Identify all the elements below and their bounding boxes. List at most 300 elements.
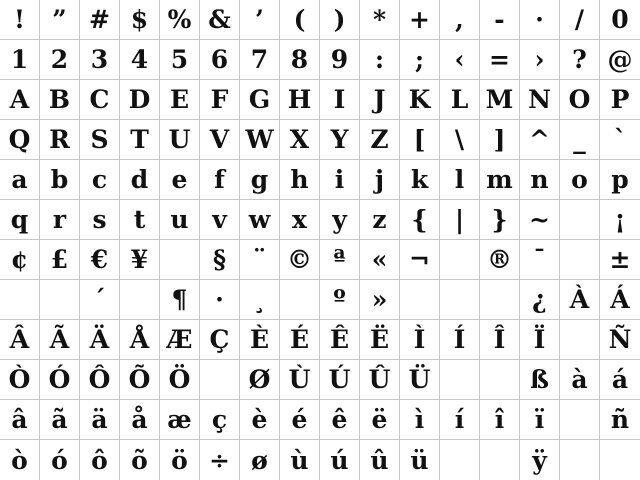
glyph-cell[interactable] — [40, 40, 80, 80]
glyph-cell[interactable] — [160, 0, 200, 40]
glyph-cell[interactable] — [560, 0, 600, 40]
glyph-character: ; — [414, 45, 425, 74]
glyph-character: ” — [52, 5, 67, 34]
glyph-character: â — [11, 405, 28, 434]
glyph-character: Æ — [166, 325, 193, 354]
glyph-character: § — [212, 245, 227, 274]
glyph-cell[interactable] — [520, 400, 560, 440]
glyph-cell[interactable] — [280, 40, 320, 80]
glyph-cell[interactable] — [520, 40, 560, 80]
glyph-character: ¢ — [10, 245, 29, 274]
glyph-character: Ñ — [608, 325, 632, 354]
glyph-character: è — [251, 405, 268, 434]
glyph-cell[interactable] — [160, 400, 200, 440]
glyph-cell[interactable] — [160, 160, 200, 200]
glyph-character: Í — [453, 325, 466, 354]
glyph-character: É — [289, 325, 310, 354]
glyph-cell[interactable] — [160, 120, 200, 160]
glyph-character: U — [168, 125, 191, 154]
glyph-character: £ — [50, 245, 69, 274]
glyph-character: 3 — [90, 45, 109, 74]
glyph-cell[interactable] — [320, 280, 360, 320]
glyph-cell[interactable] — [600, 400, 640, 440]
glyph-character: e — [171, 165, 188, 194]
glyph-cell[interactable] — [0, 160, 40, 200]
glyph-cell[interactable] — [560, 280, 600, 320]
glyph-cell[interactable] — [400, 320, 440, 360]
glyph-cell[interactable] — [80, 280, 120, 320]
glyph-cell[interactable] — [40, 360, 80, 400]
glyph-cell[interactable] — [360, 0, 400, 40]
glyph-character: ¸ — [253, 285, 266, 314]
glyph-cell[interactable] — [40, 160, 80, 200]
glyph-character: ã — [51, 405, 68, 434]
glyph-cell[interactable] — [240, 120, 280, 160]
glyph-cell[interactable] — [400, 360, 440, 400]
glyph-cell[interactable] — [160, 40, 200, 80]
glyph-cell[interactable] — [600, 440, 640, 480]
glyph-cell[interactable] — [80, 320, 120, 360]
glyph-cell[interactable] — [400, 280, 440, 320]
glyph-cell[interactable] — [280, 440, 320, 480]
glyph-cell[interactable] — [520, 240, 560, 280]
glyph-cell[interactable] — [360, 240, 400, 280]
glyph-character: ä — [91, 405, 108, 434]
glyph-character: ó — [51, 445, 68, 475]
glyph-cell[interactable] — [400, 240, 440, 280]
glyph-character: ¨ — [253, 245, 266, 274]
glyph-character: # — [89, 5, 110, 34]
glyph-character: 5 — [170, 45, 189, 74]
glyph-cell[interactable] — [160, 200, 200, 240]
glyph-character: w — [248, 205, 271, 234]
glyph-cell[interactable] — [360, 120, 400, 160]
glyph-cell[interactable] — [240, 280, 280, 320]
glyph-cell[interactable] — [440, 0, 480, 40]
glyph-cell[interactable] — [480, 240, 520, 280]
glyph-character: * — [372, 5, 387, 34]
glyph-character: à — [571, 365, 588, 394]
glyph-cell[interactable] — [40, 280, 80, 320]
glyph-cell[interactable] — [320, 120, 360, 160]
glyph-cell[interactable] — [320, 40, 360, 80]
glyph-character: d — [130, 165, 149, 194]
glyph-character: F — [210, 85, 229, 114]
glyph-character: N — [528, 85, 551, 114]
glyph-cell[interactable] — [240, 320, 280, 360]
glyph-character: { — [411, 205, 428, 234]
glyph-cell[interactable] — [240, 0, 280, 40]
glyph-cell[interactable] — [40, 80, 80, 120]
glyph-cell[interactable] — [320, 160, 360, 200]
glyph-character: Î — [493, 325, 506, 354]
glyph-cell[interactable] — [480, 200, 520, 240]
glyph-cell[interactable] — [600, 40, 640, 80]
glyph-cell[interactable] — [80, 40, 120, 80]
glyph-cell[interactable] — [120, 440, 160, 480]
glyph-cell[interactable] — [440, 80, 480, 120]
glyph-cell[interactable] — [560, 160, 600, 200]
glyph-cell[interactable] — [520, 120, 560, 160]
glyph-cell[interactable] — [120, 160, 160, 200]
glyph-cell[interactable] — [40, 120, 80, 160]
glyph-cell[interactable] — [440, 440, 480, 480]
glyph-cell[interactable] — [120, 40, 160, 80]
glyph-cell[interactable] — [600, 280, 640, 320]
glyph-character: @ — [607, 45, 633, 74]
glyph-character: æ — [167, 405, 192, 434]
glyph-cell[interactable] — [240, 40, 280, 80]
glyph-character: ô — [91, 445, 108, 475]
glyph-cell[interactable] — [360, 40, 400, 80]
glyph-cell[interactable] — [240, 240, 280, 280]
glyph-character: Õ — [128, 365, 151, 394]
glyph-cell[interactable] — [440, 360, 480, 400]
glyph-cell[interactable] — [0, 280, 40, 320]
glyph-cell[interactable] — [480, 280, 520, 320]
glyph-character: ö — [171, 445, 188, 475]
glyph-character: ç — [211, 405, 228, 434]
glyph-cell[interactable] — [200, 200, 240, 240]
glyph-cell[interactable] — [560, 120, 600, 160]
glyph-character: · — [215, 285, 224, 314]
glyph-cell[interactable] — [360, 400, 400, 440]
glyph-cell[interactable] — [240, 360, 280, 400]
glyph-character: ? — [572, 45, 587, 74]
glyph-cell[interactable] — [40, 320, 80, 360]
glyph-cell[interactable] — [200, 120, 240, 160]
glyph-character: & — [208, 5, 231, 34]
glyph-cell[interactable] — [520, 80, 560, 120]
glyph-cell[interactable] — [80, 0, 120, 40]
glyph-character: © — [287, 245, 312, 274]
glyph-cell[interactable] — [280, 200, 320, 240]
glyph-cell[interactable] — [120, 360, 160, 400]
glyph-cell[interactable] — [480, 40, 520, 80]
glyph-character: % — [167, 5, 192, 34]
glyph-cell[interactable] — [120, 240, 160, 280]
glyph-cell[interactable] — [120, 320, 160, 360]
glyph-cell[interactable] — [520, 160, 560, 200]
glyph-cell[interactable] — [440, 240, 480, 280]
glyph-character: T — [130, 125, 149, 154]
glyph-cell[interactable] — [440, 320, 480, 360]
glyph-character: E — [169, 85, 190, 114]
glyph-character: Ó — [48, 365, 71, 394]
glyph-character: ¯ — [533, 245, 546, 274]
glyph-character: û — [370, 445, 389, 475]
glyph-character: ª — [333, 245, 346, 274]
glyph-cell[interactable] — [0, 360, 40, 400]
glyph-cell[interactable] — [160, 360, 200, 400]
glyph-cell[interactable] — [0, 0, 40, 40]
glyph-cell[interactable] — [80, 160, 120, 200]
glyph-cell[interactable] — [600, 80, 640, 120]
glyph-cell[interactable] — [560, 80, 600, 120]
glyph-character: z — [372, 205, 387, 234]
glyph-character: l — [454, 165, 465, 194]
glyph-cell[interactable] — [120, 200, 160, 240]
glyph-cell[interactable] — [520, 200, 560, 240]
glyph-character: ÷ — [209, 445, 230, 475]
glyph-cell[interactable] — [600, 360, 640, 400]
glyph-character: Â — [9, 325, 30, 354]
glyph-cell[interactable] — [240, 200, 280, 240]
glyph-cell[interactable] — [200, 360, 240, 400]
glyph-cell[interactable] — [600, 240, 640, 280]
glyph-cell[interactable] — [320, 320, 360, 360]
glyph-cell[interactable] — [360, 160, 400, 200]
glyph-cell[interactable] — [200, 160, 240, 200]
glyph-cell[interactable] — [80, 440, 120, 480]
glyph-character: n — [530, 165, 549, 194]
glyph-cell[interactable] — [600, 0, 640, 40]
glyph-character: Ü — [408, 365, 431, 394]
glyph-character: | — [454, 205, 465, 234]
glyph-character: q — [10, 205, 29, 234]
glyph-character: ! — [14, 5, 25, 34]
glyph-cell[interactable] — [320, 80, 360, 120]
glyph-character: ^ — [529, 125, 550, 154]
glyph-cell[interactable] — [360, 320, 400, 360]
glyph-cell[interactable] — [480, 160, 520, 200]
glyph-character: 2 — [50, 45, 69, 74]
glyph-character: + — [409, 5, 430, 34]
glyph-character: ’ — [255, 5, 264, 34]
glyph-cell[interactable] — [200, 400, 240, 440]
glyph-character: é — [291, 405, 308, 434]
glyph-cell[interactable] — [320, 440, 360, 480]
glyph-cell[interactable] — [360, 280, 400, 320]
glyph-character: g — [250, 165, 269, 194]
glyph-character: Ã — [49, 325, 70, 354]
glyph-cell[interactable] — [160, 80, 200, 120]
glyph-cell[interactable] — [0, 240, 40, 280]
glyph-character: Ù — [288, 365, 311, 394]
glyph-cell[interactable] — [0, 40, 40, 80]
glyph-character: v — [212, 205, 227, 234]
glyph-cell[interactable] — [280, 80, 320, 120]
glyph-character: Y — [330, 125, 349, 154]
glyph-character: ¡ — [614, 205, 626, 234]
glyph-cell[interactable] — [560, 40, 600, 80]
glyph-cell[interactable] — [0, 120, 40, 160]
glyph-character: I — [333, 85, 346, 114]
glyph-cell[interactable] — [0, 400, 40, 440]
glyph-cell[interactable] — [120, 280, 160, 320]
glyph-cell[interactable] — [480, 400, 520, 440]
glyph-cell[interactable] — [400, 40, 440, 80]
glyph-cell[interactable] — [560, 240, 600, 280]
glyph-character: ù — [290, 445, 309, 475]
glyph-cell[interactable] — [80, 240, 120, 280]
glyph-character: ú — [330, 445, 349, 475]
glyph-cell[interactable] — [120, 0, 160, 40]
glyph-cell[interactable] — [480, 0, 520, 40]
glyph-cell[interactable] — [360, 80, 400, 120]
glyph-character: ø — [251, 445, 268, 475]
glyph-character: Ä — [89, 325, 110, 354]
glyph-cell[interactable] — [520, 320, 560, 360]
glyph-cell[interactable] — [280, 320, 320, 360]
glyph-cell[interactable] — [280, 240, 320, 280]
glyph-cell[interactable] — [320, 0, 360, 40]
glyph-character: Ö — [168, 365, 191, 394]
glyph-cell[interactable] — [200, 280, 240, 320]
glyph-cell[interactable] — [240, 400, 280, 440]
glyph-cell[interactable] — [480, 120, 520, 160]
glyph-cell[interactable] — [600, 200, 640, 240]
glyph-cell[interactable] — [80, 400, 120, 440]
glyph-cell[interactable] — [400, 120, 440, 160]
glyph-cell[interactable] — [80, 360, 120, 400]
glyph-cell[interactable] — [480, 320, 520, 360]
glyph-cell[interactable] — [200, 40, 240, 80]
glyph-cell[interactable] — [200, 240, 240, 280]
glyph-character: ü — [410, 445, 429, 475]
glyph-character: ` — [613, 125, 627, 154]
glyph-cell[interactable] — [200, 440, 240, 480]
glyph-character: f — [214, 165, 225, 194]
glyph-character: í — [454, 405, 465, 434]
glyph-cell[interactable] — [120, 80, 160, 120]
glyph-cell[interactable] — [80, 120, 120, 160]
glyph-character: s — [92, 205, 107, 234]
glyph-character: r — [52, 205, 67, 234]
glyph-cell[interactable] — [560, 360, 600, 400]
glyph-cell[interactable] — [440, 400, 480, 440]
glyph-cell[interactable] — [560, 200, 600, 240]
glyph-character: S — [90, 125, 109, 154]
glyph-character: Z — [370, 125, 389, 154]
glyph-cell[interactable] — [240, 80, 280, 120]
glyph-character: b — [50, 165, 69, 194]
glyph-character: i — [334, 165, 345, 194]
glyph-character: K — [408, 85, 431, 114]
glyph-cell[interactable] — [520, 0, 560, 40]
glyph-cell[interactable] — [0, 200, 40, 240]
glyph-cell[interactable] — [480, 80, 520, 120]
glyph-character: u — [170, 205, 189, 234]
glyph-character: ñ — [610, 405, 630, 434]
glyph-cell[interactable] — [400, 440, 440, 480]
glyph-character: A — [9, 85, 30, 114]
glyph-cell[interactable] — [160, 240, 200, 280]
glyph-character: ¶ — [171, 285, 188, 314]
glyph-cell[interactable] — [200, 80, 240, 120]
glyph-cell[interactable] — [440, 120, 480, 160]
glyph-cell[interactable] — [600, 120, 640, 160]
glyph-cell[interactable] — [560, 440, 600, 480]
glyph-character: Ï — [533, 325, 546, 354]
glyph-character: ÿ — [532, 445, 547, 475]
glyph-cell[interactable] — [80, 80, 120, 120]
glyph-cell[interactable] — [280, 0, 320, 40]
glyph-cell[interactable] — [120, 400, 160, 440]
glyph-cell[interactable] — [280, 360, 320, 400]
glyph-cell[interactable] — [440, 200, 480, 240]
glyph-cell[interactable] — [400, 80, 440, 120]
glyph-cell[interactable] — [160, 280, 200, 320]
glyph-character: Û — [368, 365, 391, 394]
glyph-cell[interactable] — [40, 200, 80, 240]
glyph-cell[interactable] — [280, 280, 320, 320]
glyph-cell[interactable] — [560, 400, 600, 440]
glyph-cell[interactable] — [520, 440, 560, 480]
glyph-character: C — [89, 85, 110, 114]
glyph-character: \ — [454, 125, 465, 154]
glyph-cell[interactable] — [200, 0, 240, 40]
glyph-cell[interactable] — [600, 160, 640, 200]
glyph-cell[interactable] — [160, 320, 200, 360]
glyph-cell[interactable] — [400, 160, 440, 200]
glyph-cell[interactable] — [240, 160, 280, 200]
glyph-cell[interactable] — [440, 40, 480, 80]
glyph-character: $ — [130, 5, 149, 34]
glyph-character: ï — [534, 405, 545, 434]
glyph-cell[interactable] — [440, 160, 480, 200]
glyph-character: M — [485, 85, 514, 114]
glyph-character: G — [248, 85, 271, 114]
glyph-character: D — [128, 85, 151, 114]
glyph-cell[interactable] — [0, 80, 40, 120]
glyph-cell[interactable] — [520, 360, 560, 400]
glyph-cell[interactable] — [240, 440, 280, 480]
glyph-cell[interactable] — [480, 440, 520, 480]
glyph-character: ) — [333, 5, 346, 34]
glyph-cell[interactable] — [160, 440, 200, 480]
glyph-cell[interactable] — [320, 400, 360, 440]
glyph-character: _ — [573, 125, 586, 154]
glyph-cell[interactable] — [40, 240, 80, 280]
glyph-character: [ — [413, 125, 426, 154]
glyph-cell[interactable] — [40, 0, 80, 40]
glyph-cell[interactable] — [320, 240, 360, 280]
glyph-character: p — [611, 165, 629, 194]
glyph-cell[interactable] — [40, 440, 80, 480]
glyph-character: 1 — [10, 45, 29, 74]
glyph-cell[interactable] — [360, 200, 400, 240]
glyph-cell[interactable] — [200, 320, 240, 360]
glyph-character: Q — [8, 125, 31, 154]
glyph-cell[interactable] — [280, 120, 320, 160]
glyph-cell[interactable] — [600, 320, 640, 360]
glyph-cell[interactable] — [320, 200, 360, 240]
glyph-cell[interactable] — [40, 400, 80, 440]
glyph-cell[interactable] — [400, 0, 440, 40]
glyph-cell[interactable] — [560, 320, 600, 360]
glyph-cell[interactable] — [280, 160, 320, 200]
glyph-cell[interactable] — [480, 360, 520, 400]
glyph-cell[interactable] — [280, 400, 320, 440]
glyph-character: ® — [487, 245, 512, 274]
glyph-cell[interactable] — [120, 120, 160, 160]
glyph-cell[interactable] — [80, 200, 120, 240]
glyph-cell[interactable] — [360, 440, 400, 480]
glyph-cell[interactable] — [400, 200, 440, 240]
glyph-cell[interactable] — [360, 360, 400, 400]
glyph-cell[interactable] — [0, 320, 40, 360]
glyph-character: 9 — [330, 45, 349, 74]
glyph-character: ¬ — [409, 245, 430, 274]
glyph-character: 0 — [611, 5, 629, 34]
glyph-cell[interactable] — [400, 400, 440, 440]
glyph-cell[interactable] — [0, 440, 40, 480]
glyph-cell[interactable] — [520, 280, 560, 320]
glyph-cell[interactable] — [440, 280, 480, 320]
glyph-character: = — [489, 45, 510, 74]
glyph-cell[interactable] — [320, 360, 360, 400]
